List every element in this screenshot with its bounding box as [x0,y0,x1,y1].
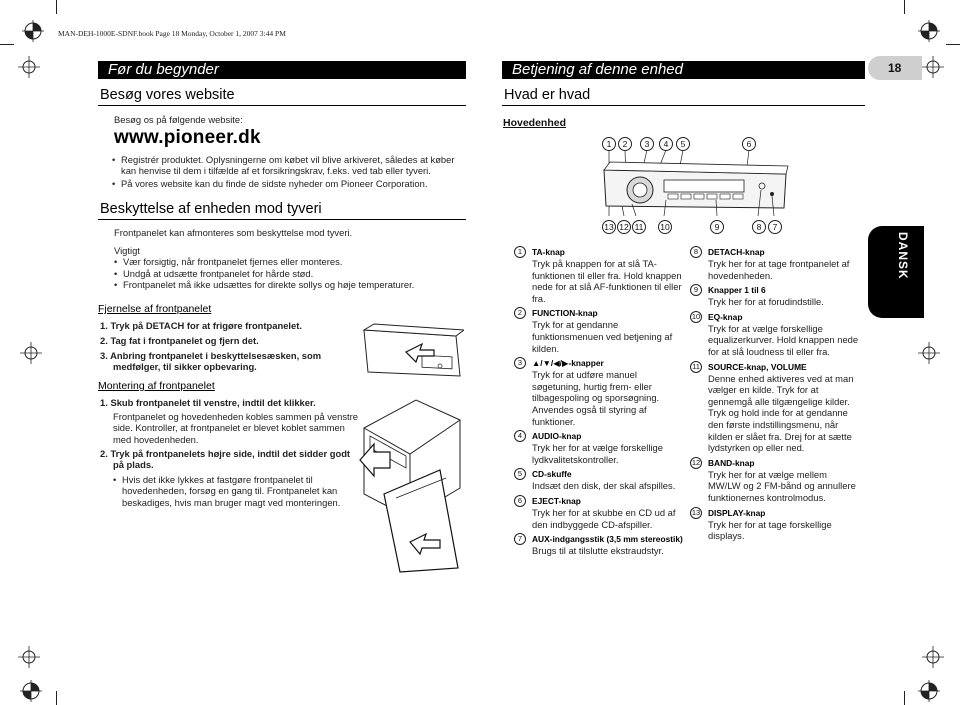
remove-step-2 [100,335,350,346]
item-title: DISPLAY-knap [708,507,766,518]
head-unit-diagram [596,130,792,234]
item-number: 3 [514,357,526,369]
list-item [514,307,686,354]
mount-heading: Montering af frontpanelet [98,380,215,392]
callout-number: 5 [676,137,690,151]
step-text: Tryk på frontpanelets højre side, indtil det sidder godt på plads. [110,448,351,471]
list-item: • Frontpanelet må ikke udsættes for direkte sollys og høje temperaturer. [114,279,464,290]
list-item [514,246,686,304]
diagram-callout-12 [617,218,631,236]
callout-number: 11 [632,220,646,234]
step-number: 3. [100,350,108,361]
callout-number: 4 [659,137,673,151]
crop-line [904,0,905,14]
item-number: 7 [514,533,526,545]
item-title: EQ-knap [708,311,743,322]
list-item [690,311,862,358]
item-desc: Tryk på knappen for at slå TA-funktionen til eller fra. Hold knappen nede for at slå AF-funktionen til eller fra. [532,258,682,304]
visit-text: Besøg os på følgende website: [114,114,243,125]
item-number: 12 [691,457,701,467]
language-label: DANSK [896,232,910,280]
step-text: Tryk på DETACH for at frigøre frontpanelet. [110,320,302,331]
item-desc: Tryk for at udføre manuel søgetuning, hurtig frem- eller tilbagespoling og sporsøgning. Anvendes også til styring af funktioner. [532,369,660,427]
list-item [514,468,686,492]
mount-step-1 [100,397,360,408]
important-label: Vigtigt [114,245,140,256]
list-item [690,284,862,308]
pioneer-url-link[interactable]: www.pioneer.dk [114,127,261,148]
item-desc: Tryk her for at forudindstille. [708,296,824,308]
divider [98,105,466,106]
item-title: FUNCTION-knap [532,308,598,319]
diagram-callout-11 [632,218,646,236]
important-block [114,245,464,291]
item-desc: Tryk her for at vælge mellem MW/LW og 2 FM-bånd og annullere funktionernes kontrolmodus. [708,468,856,503]
list-item [514,357,686,427]
panel-mounting-illustration [356,398,466,574]
crop-line [904,691,905,705]
item-number: 10 [691,311,701,321]
step-text: Tag fat i frontpanelet og fjern det. [110,335,259,346]
item-desc: Tryk for at gendanne funktionsmenuen ved betjening af kilden. [532,319,673,354]
crop-line [56,0,57,14]
panel-removal-illustration [360,322,464,384]
item-number: 11 [690,361,702,373]
registration-mark-top-right [918,20,940,42]
registration-mark-bottom-center-left [20,680,42,702]
item-number: 4 [514,430,526,442]
step-number: 2. [100,448,108,459]
registration-mark-left-middle [20,342,42,364]
mount-step-1-desc: Frontpanelet og hovedenheden kobles sammen på venstre side. Kontroller, at frontpanelet er blevet koblet sammen med hovedenheden. [113,411,358,445]
theft-intro: Frontpanelet kan afmonteres som beskyttelse mod tyveri. [114,227,353,238]
step-number: 1. [100,397,108,408]
item-number: 5 [514,468,526,480]
item-title: Knapper 1 til 6 [708,285,766,296]
diagram-callout-8 [752,218,766,236]
item-desc: Tryk her for at vælge forskellige lydkvalitetskontroller. [532,442,663,465]
page-number-tab [868,56,922,80]
callout-number: 9 [710,220,724,234]
item-title: AUX-indgangsstik (3,5 mm stereostik) [532,534,683,545]
item-number: 6 [514,495,526,507]
list-item [514,495,686,530]
what-is-what-heading: Hvad er hvad [504,87,591,103]
callout-number: 6 [742,137,756,151]
step-number: 2. [100,335,108,346]
registration-mark-right-middle [918,342,940,364]
language-side-tab [868,226,924,318]
callout-number: 2 [618,137,632,151]
head-unit-drawing [596,150,792,216]
step-text: Anbring frontpanelet i beskyttelsesæsken, som medfølger, til sikker opbevaring. [110,350,322,373]
item-desc: Tryk her for at tage forskellige displays. [708,518,832,542]
item-title: CD-skuffe [532,469,572,480]
item-desc: Brugs til at tilslutte ekstraudstyr. [532,545,664,557]
list-item [514,430,686,465]
diagram-callout-9 [710,218,724,236]
callout-number: 12 [617,220,631,234]
callout-number: 7 [768,220,782,234]
item-title: AUDIO-knap [532,431,582,442]
item-number: 1 [514,246,526,258]
registration-mark-mid-top-right [922,56,944,78]
theft-heading: Beskyttelse af enheden mod tyveri [100,201,322,217]
list-item: • På vores website kan du finde de sidste nyheder om Pioneer Corporation. [112,178,462,189]
list-item [690,507,862,542]
callout-number: 3 [640,137,654,151]
mount-step-2-bullet: • Hvis det ikke lykkes at fastgøre frontpanelet til hovedenheden, forsøg en gang til. Frontpanelet kan beskadiges, hvis man bruger magt ved monteringen. [113,474,349,508]
item-title: EJECT-knap [532,495,581,506]
item-desc: Denne enhed aktiveres ved at man vælger en kilde. Tryk for at gennemgå alle tilgængelige kilder. Tryk og hold inde for at gendanne den første indstillingsmenu, når kilden er slået fra. Drej for at sætte lydstyrken op eller ned. [708,372,854,454]
right-section-bar [502,61,865,79]
item-desc: Tryk her for at tage frontpanelet af hovedenheden. [708,258,850,281]
diagram-callout-7 [768,218,782,236]
step-text: Skub frontpanelet til venstre, indtil det klikker. [110,397,316,408]
registration-mark-bottom-right-2 [918,680,940,702]
website-bullet-list [112,154,462,189]
crop-line [56,691,57,705]
diagram-callout-13 [602,218,616,236]
callout-number: 8 [752,220,766,234]
crop-line [946,44,960,45]
divider [98,219,466,220]
diagram-callout-10 [658,218,672,236]
item-title: TA-knap [532,247,565,257]
controls-list-col1 [514,246,686,557]
callout-number: 13 [602,220,616,234]
website-heading: Besøg vores website [100,87,235,103]
crop-line [0,44,14,45]
item-desc: Tryk her for at skubbe en CD ud af den indbyggede CD-afspiller. [532,506,676,530]
item-desc: Indsæt den disk, der skal afspilles. [532,480,676,492]
controls-list-col2 [690,246,862,542]
list-item: • Undgå at udsætte frontpanelet for hårde stød. [114,268,464,279]
registration-mark-bottom-left [18,646,40,668]
list-item [514,533,686,557]
callout-number: 1 [602,137,616,151]
item-title: SOURCE-knap, VOLUME [708,361,807,372]
main-unit-subheading: Hovedenhed [503,117,567,129]
registration-mark-bottom-right [922,646,944,668]
running-head: MAN-DEH-1000E-SDNF.book Page 18 Monday, October 1, 2007 3:44 PM [58,29,286,38]
list-item [690,457,862,504]
left-bar-title: Før du begynder [108,61,219,78]
registration-mark-mid-top-left [18,56,40,78]
list-item: • Registrér produktet. Oplysningerne om købet vil blive arkiveret, således at køber kan henvise til dem i tilfælde af et forsikringskrav, f.eks. ved tab eller tyveri. [112,154,462,177]
item-title: DETACH-knap [708,247,765,257]
list-item: • Vær forsigtig, når frontpanelet fjernes eller monteres. [114,256,464,267]
right-bar-title: Betjening af denne enhed [512,61,683,78]
list-item [690,361,862,454]
callout-number: 10 [658,220,672,234]
item-number: 8 [690,246,702,258]
item-number: 9 [690,284,702,296]
item-number: 2 [514,307,526,319]
list-item [690,246,862,281]
item-desc: Tryk for at vælge forskellige equalizerkurver. Hold knappen nede for at slå loudness til eller fra. [708,322,859,357]
remove-heading: Fjernelse af frontpanelet [98,303,212,315]
remove-step-1 [100,320,350,331]
left-section-bar [98,61,466,79]
divider [502,105,865,106]
item-number: 13 [691,507,701,517]
step-number: 1. [100,320,108,331]
registration-mark-top-left [22,20,44,42]
page-number: 18 [888,61,902,75]
item-title: ▲/▼/◀/▶-knapper [532,358,604,369]
item-title: BAND-knap [708,457,755,468]
remove-step-3 [100,350,340,373]
mount-step-2 [100,448,356,471]
